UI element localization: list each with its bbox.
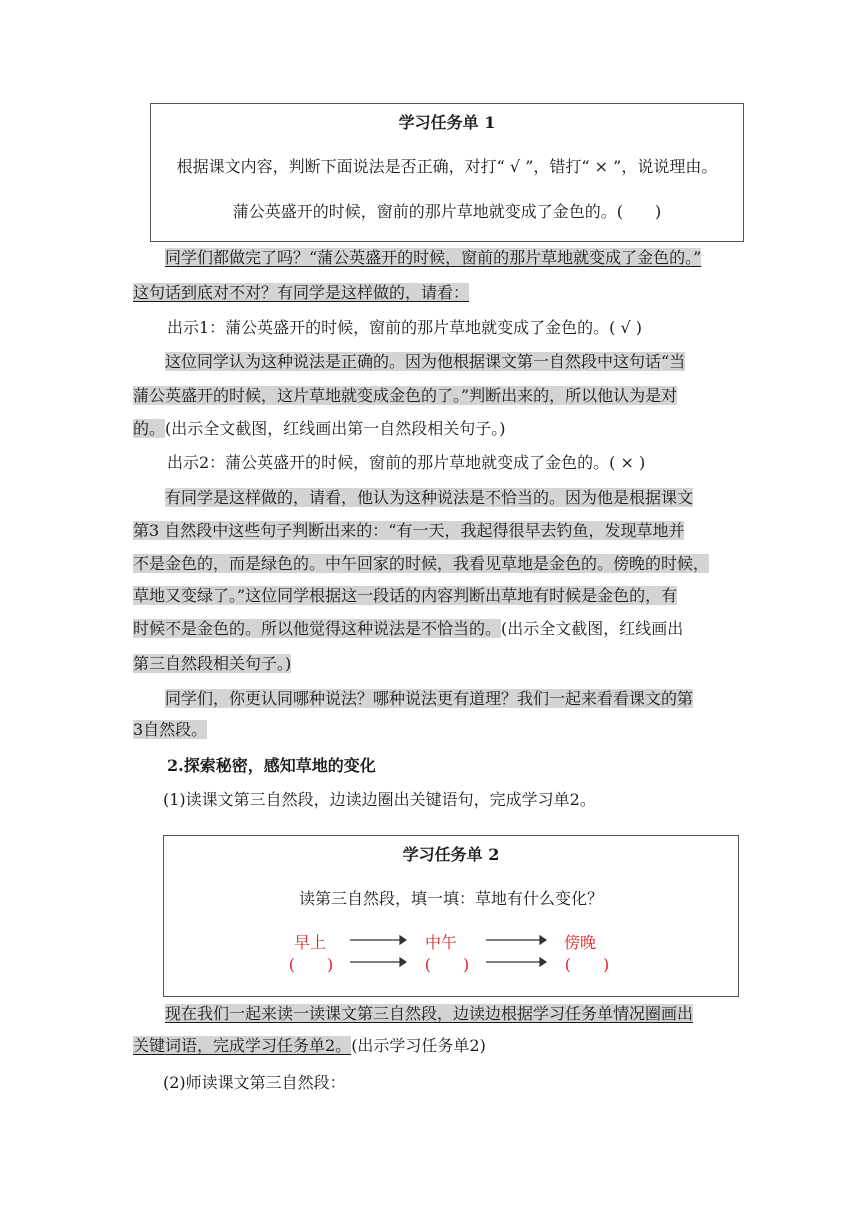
blank-noon[interactable]: ( ) xyxy=(424,955,470,974)
paragraph-1-line-2: 这句话到底对不对？有同学是这样做的，请看： xyxy=(133,283,470,302)
paragraph-2-line-1: 这位同学认为这种说法是正确的。因为他根据课文第一自然段中这句话“当 xyxy=(165,352,686,371)
paragraph-5-line-2: 关键词语，完成学习任务单2。(出示学习任务单2) xyxy=(133,1036,486,1055)
task-sheet-2 xyxy=(163,835,739,997)
task-sheet-2-prompt: 读第三自然段，填一填：草地有什么变化？ xyxy=(298,889,603,908)
paragraph-4-line-1: 同学们，你更认同哪种说法？哪种说法更有道理？我们一起来看看课文的第 xyxy=(165,689,694,708)
paragraph-2-line-2: 蒲公英盛开的时候，这片草地就变成金色的了。”判断出来的，所以他认为是对 xyxy=(133,386,678,405)
show-2: 出示2：蒲公英盛开的时候，窗前的那片草地就变成了金色的。( × ) xyxy=(167,453,646,472)
show-1: 出示1：蒲公英盛开的时候，窗前的那片草地就变成了金色的。( √ ) xyxy=(167,318,643,337)
time-label-morning: 早上 xyxy=(293,933,326,952)
paragraph-3-line-1: 有同学是这样做的，请看，他认为这种说法是不恰当的。因为他是根据课文 xyxy=(165,488,694,507)
paragraph-1-line-1: 同学们都做完了吗？“蒲公英盛开的时候，窗前的那片草地就变成了金色的。” xyxy=(165,248,702,267)
arrow-icon xyxy=(350,936,406,944)
task-sheet-2-title: 学习任务单 2 xyxy=(402,845,500,864)
arrows-diagram xyxy=(164,836,738,996)
task-sheet-1-statement: 蒲公英盛开的时候，窗前的那片草地就变成了金色的。( ) xyxy=(232,202,662,221)
arrow-icon xyxy=(486,958,546,966)
task-sheet-1 xyxy=(150,103,744,242)
paragraph-3-line-6: 第三自然段相关句子。) xyxy=(133,654,292,673)
section-2-heading: 2.探索秘密，感知草地的变化 xyxy=(167,756,376,775)
blank-evening[interactable]: ( ) xyxy=(564,955,610,974)
section-2-step-1: (1)读课文第三自然段，边读边圈出关键语句，完成学习单2。 xyxy=(163,790,596,809)
paragraph-3-line-5: 时候不是金色的。所以他觉得这种说法是不恰当的。(出示全文截图，红线画出 xyxy=(133,619,684,638)
step-2: (2)师读课文第三自然段： xyxy=(163,1073,346,1092)
time-label-evening: 傍晚 xyxy=(563,933,596,952)
time-label-noon: 中午 xyxy=(424,933,457,952)
arrow-icon xyxy=(350,958,406,966)
paragraph-3-line-2: 第3 自然段中这些句子判断出来的：“有一天，我起得很早去钓鱼，发现草地并 xyxy=(133,521,685,540)
paragraph-4-line-2: 3自然段。 xyxy=(133,720,208,739)
paragraph-5-line-1: 现在我们一起来读一读课文第三自然段，边读边根据学习任务单情况圈画出 xyxy=(165,1004,694,1023)
paragraph-3-line-4: 草地又变绿了。”这位同学根据这一段话的内容判断出草地有时候是金色的，有 xyxy=(133,586,678,605)
task-sheet-1-title: 学习任务单 1 xyxy=(398,113,496,132)
task-sheet-1-instruction: 根据课文内容，判断下面说法是否正确，对打“ √ ”，错打“ × ”，说说理由。 xyxy=(176,157,718,176)
paragraph-3-line-3: 不是金色的，而是绿色的。中午回家的时候，我看见草地是金色的。傍晚的时候， xyxy=(133,554,710,573)
arrow-icon xyxy=(486,936,546,944)
paragraph-2-line-3: 的。(出示全文截图，红线画出第一自然段相关句子。) xyxy=(133,419,506,438)
blank-morning[interactable]: ( ) xyxy=(288,955,334,974)
